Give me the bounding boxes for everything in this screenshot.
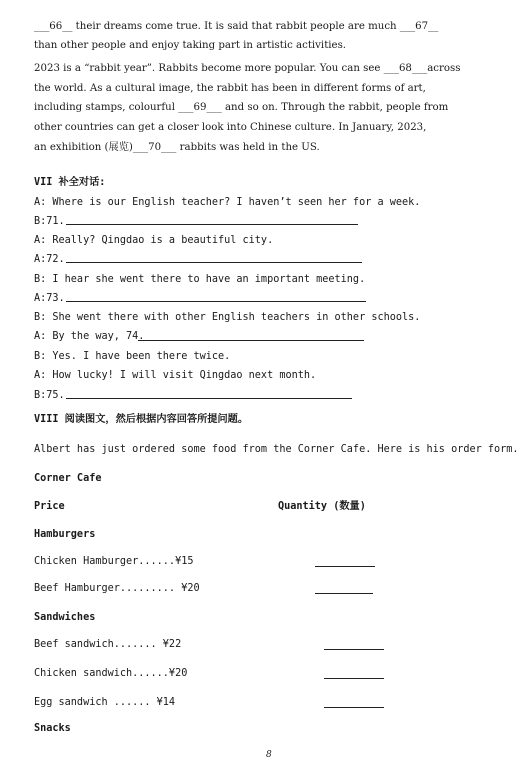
passage-text: including stamps, colourful	[34, 102, 179, 113]
section-8-intro: Albert has just ordered some food from the Corner Cafe. Here is his order form.	[34, 444, 519, 455]
passage-text: rabbits was held in the US.	[176, 142, 320, 153]
dialog-line: A:72.	[34, 254, 65, 265]
passage-line-2: than other people and enjoy taking part in artistic activities.	[34, 40, 347, 51]
answer-line-74[interactable]	[138, 340, 364, 341]
blank-68: ___68___	[383, 63, 428, 74]
passage-line-4: the world. As a cultural image, the rabbit has been in different forms of art,	[34, 83, 426, 94]
category-sandwiches: Sandwiches	[34, 612, 96, 623]
quantity-field[interactable]	[315, 566, 375, 567]
dialog-line: B: Yes. I have been there twice.	[34, 351, 231, 362]
passage-line-1	[34, 20, 438, 34]
passage-line-5	[34, 101, 448, 115]
quantity-field[interactable]	[324, 707, 384, 708]
menu-item: Beef sandwich....... ¥22	[34, 639, 182, 650]
passage-text: and so on. Through the rabbit, people from	[221, 102, 449, 113]
dialog-line: B:75.	[34, 390, 65, 401]
blank-66: ___66__	[34, 21, 76, 32]
passage-line-6: other countries can get a closer look into Chinese culture. In January, 2023,	[34, 122, 427, 133]
section-8-title: VIII 阅读图文，然后根据内容回答所提问题。	[34, 414, 249, 425]
answer-line-75[interactable]	[66, 398, 352, 399]
section-7-title: VII 补全对话:	[34, 177, 106, 188]
dialog-line: A: Really? Qingdao is a beautiful city.	[34, 235, 274, 246]
passage-line-3	[34, 62, 460, 76]
dialog-line: A: By the way, 74.	[34, 331, 145, 342]
quantity-header: Quantity (数量)	[278, 501, 366, 512]
price-header: Price	[34, 501, 65, 512]
cafe-name: Corner Cafe	[34, 473, 102, 484]
passage-text: an exhibition (展览)	[34, 142, 133, 153]
answer-line-72[interactable]	[66, 262, 362, 263]
menu-item: Egg sandwich ...... ¥14	[34, 697, 176, 708]
dialog-line: B: I hear she went there to have an important meeting.	[34, 274, 366, 285]
passage-text: their dreams come true. It is said that rabbit people are much	[75, 21, 400, 32]
dialog-line: B: She went there with other English teachers in other schools.	[34, 312, 421, 323]
category-hamburgers: Hamburgers	[34, 529, 96, 540]
blank-67: ___67__	[399, 21, 439, 32]
answer-line-71[interactable]	[66, 224, 358, 225]
blank-69: ___69___	[178, 102, 222, 113]
page-number: 8	[266, 750, 272, 760]
menu-item: Chicken Hamburger......¥15	[34, 556, 194, 567]
dialog-line: A: Where is our English teacher? I haven’t seen her for a week.	[34, 197, 421, 208]
passage-text: 2023 is a “rabbit year”. Rabbits become more popular. You can see	[34, 63, 384, 74]
menu-item: Chicken sandwich......¥20	[34, 668, 188, 679]
dialog-line: B:71.	[34, 216, 65, 227]
answer-line-73[interactable]	[66, 301, 366, 302]
dialog-line: A:73.	[34, 293, 65, 304]
passage-text: across	[427, 63, 461, 74]
blank-70: ___70___	[132, 142, 177, 153]
menu-item: Beef Hamburger......... ¥20	[34, 583, 200, 594]
quantity-field[interactable]	[324, 649, 384, 650]
dialog-line: A: How lucky! I will visit Qingdao next month.	[34, 370, 317, 381]
category-snacks: Snacks	[34, 723, 71, 734]
quantity-field[interactable]	[315, 593, 373, 594]
quantity-field[interactable]	[324, 678, 384, 679]
passage-line-7	[34, 141, 320, 155]
